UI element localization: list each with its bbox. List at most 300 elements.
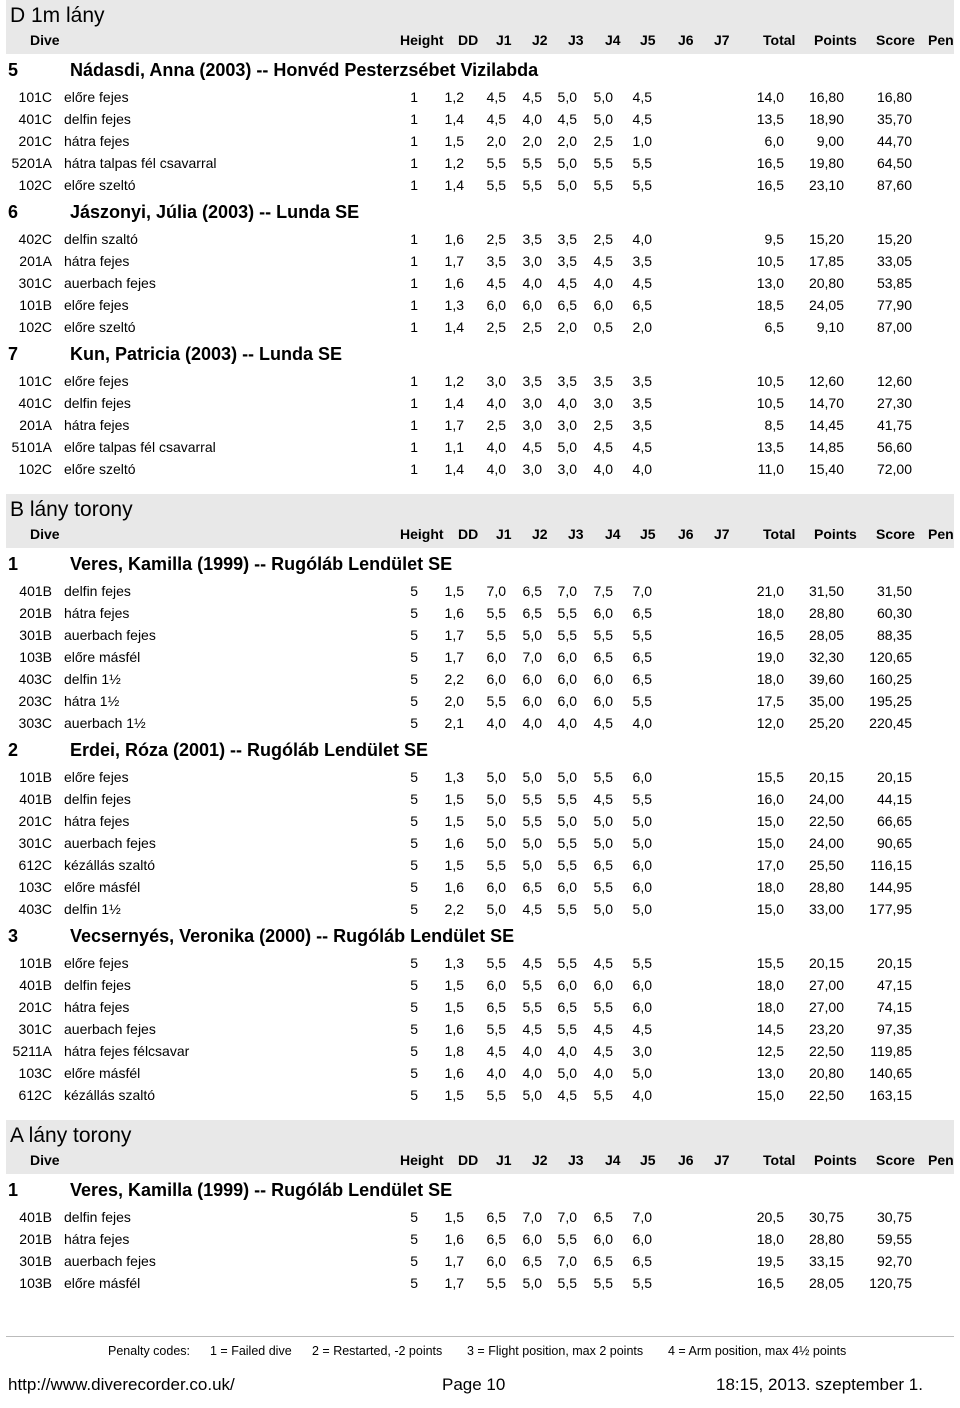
cell-j1: 2,5 [486, 417, 506, 433]
cell-height: 5 [410, 835, 418, 851]
cell-total: 6,5 [764, 319, 784, 335]
dive-row [0, 316, 960, 338]
cell-dive: 5101A [11, 439, 52, 455]
cell-desc: hátra talpas fél csavarral [64, 155, 217, 171]
cell-j2: 5,5 [522, 155, 542, 171]
diver-name: Vecsernyés, Veronika (2000) -- Rugóláb Lendület SE [70, 926, 515, 946]
cell-height: 5 [410, 671, 418, 687]
cell-j4: 5,0 [593, 111, 613, 127]
legend-divider [6, 1336, 954, 1337]
cell-j4: 3,0 [593, 395, 613, 411]
col-header-j5: J5 [640, 526, 656, 542]
cell-total: 19,5 [756, 1253, 784, 1269]
cell-j2: 4,0 [522, 715, 542, 731]
cell-score: 87,00 [876, 319, 912, 335]
cell-desc: előre fejes [64, 955, 129, 971]
cell-points: 28,80 [808, 1231, 844, 1247]
cell-dive: 103C [18, 879, 52, 895]
cell-dive: 401B [19, 791, 52, 807]
section-title: B lány torony [10, 498, 133, 521]
cell-j2: 4,5 [522, 955, 542, 971]
cell-j1: 4,5 [486, 1043, 506, 1059]
cell-j2: 4,0 [522, 111, 542, 127]
cell-j5: 6,0 [632, 857, 652, 873]
cell-j2: 2,0 [522, 133, 542, 149]
section-gap [0, 480, 960, 494]
dive-row [0, 602, 960, 624]
cell-score: 195,25 [869, 693, 912, 709]
cell-desc: delfin fejes [64, 111, 131, 127]
cell-height: 5 [410, 1253, 418, 1269]
cell-j4: 5,0 [593, 89, 613, 105]
cell-j5: 6,0 [632, 769, 652, 785]
cell-dd: 1,5 [444, 1087, 464, 1103]
cell-j3: 5,5 [557, 1275, 577, 1291]
dive-row [0, 370, 960, 392]
cell-j5: 6,0 [632, 1231, 652, 1247]
cell-dive: 201C [18, 999, 52, 1015]
cell-j4: 6,0 [593, 297, 613, 313]
cell-j3: 5,0 [557, 1065, 577, 1081]
cell-height: 1 [410, 253, 418, 269]
cell-j4: 4,0 [593, 461, 613, 477]
cell-height: 5 [410, 769, 418, 785]
cell-j5: 1,0 [632, 133, 652, 149]
cell-points: 25,50 [808, 857, 844, 873]
cell-total: 21,0 [756, 583, 784, 599]
diver-rank: 1 [8, 554, 19, 574]
cell-j2: 5,0 [522, 835, 542, 851]
col-header-j4: J4 [605, 526, 621, 542]
dive-row [0, 1084, 960, 1106]
col-header-points: Points [814, 32, 857, 48]
cell-j2: 5,5 [522, 977, 542, 993]
cell-dive: 201B [19, 1231, 52, 1247]
cell-points: 25,20 [808, 715, 844, 731]
cell-height: 5 [410, 1209, 418, 1225]
cell-dd: 1,2 [444, 373, 464, 389]
cell-score: 27,30 [876, 395, 912, 411]
cell-j2: 3,5 [522, 231, 542, 247]
cell-dd: 1,5 [444, 857, 464, 873]
cell-j5: 4,0 [632, 461, 652, 477]
dive-row [0, 952, 960, 974]
cell-dive: 303C [18, 715, 52, 731]
cell-points: 16,80 [808, 89, 844, 105]
cell-dd: 1,6 [444, 605, 464, 621]
cell-desc: előre másfél [64, 879, 141, 895]
cell-points: 9,10 [816, 319, 844, 335]
cell-desc: előre szeltó [64, 319, 136, 335]
dive-row [0, 810, 960, 832]
cell-dd: 1,7 [444, 253, 464, 269]
col-header-score: Score [876, 1152, 915, 1168]
cell-dd: 1,6 [444, 275, 464, 291]
col-header-j1: J1 [496, 1152, 512, 1168]
cell-score: 12,60 [876, 373, 912, 389]
col-header-dive: Dive [30, 32, 60, 48]
diver-header [0, 734, 960, 766]
cell-dive: 102C [18, 319, 52, 335]
cell-dd: 1,1 [444, 439, 464, 455]
cell-height: 1 [410, 155, 418, 171]
cell-total: 17,0 [756, 857, 784, 873]
dive-row [0, 458, 960, 480]
cell-desc: előre szeltó [64, 461, 136, 477]
cell-points: 30,75 [808, 1209, 844, 1225]
cell-j4: 4,5 [593, 1021, 613, 1037]
cell-j2: 5,0 [522, 627, 542, 643]
cell-height: 5 [410, 977, 418, 993]
diver-header [0, 338, 960, 370]
dive-row [0, 294, 960, 316]
cell-dd: 1,4 [444, 461, 464, 477]
cell-score: 60,30 [876, 605, 912, 621]
cell-height: 1 [410, 417, 418, 433]
cell-j3: 5,5 [557, 627, 577, 643]
cell-j3: 4,0 [557, 1043, 577, 1059]
cell-j1: 3,5 [486, 253, 506, 269]
diver-header [0, 54, 960, 86]
cell-j2: 4,0 [522, 275, 542, 291]
section-0 [0, 0, 960, 480]
cell-j4: 6,0 [593, 1231, 613, 1247]
dive-row [0, 624, 960, 646]
cell-dd: 1,2 [444, 155, 464, 171]
cell-j2: 4,5 [522, 1021, 542, 1037]
cell-total: 18,0 [756, 605, 784, 621]
cell-points: 27,00 [808, 977, 844, 993]
cell-j2: 5,0 [522, 769, 542, 785]
cell-dd: 1,4 [444, 319, 464, 335]
cell-desc: előre talpas fél csavarral [64, 439, 216, 455]
cell-dive: 403C [18, 671, 52, 687]
cell-j5: 5,0 [632, 1065, 652, 1081]
page-footer [0, 1372, 960, 1398]
cell-score: 44,15 [876, 791, 912, 807]
cell-points: 14,85 [808, 439, 844, 455]
cell-j4: 4,5 [593, 1043, 613, 1059]
diver-header [0, 548, 960, 580]
cell-desc: hátra fejes [64, 999, 130, 1015]
col-header-dd: DD [458, 526, 479, 542]
cell-dive: 5211A [12, 1043, 52, 1059]
cell-dive: 301B [19, 1253, 52, 1269]
cell-desc: hátra fejes [64, 605, 130, 621]
col-header-j2: J2 [532, 32, 548, 48]
dive-row [0, 414, 960, 436]
cell-dd: 1,5 [444, 133, 464, 149]
cell-dive: 301C [18, 275, 52, 291]
cell-points: 33,15 [808, 1253, 844, 1269]
cell-j5: 4,0 [632, 715, 652, 731]
cell-dd: 1,5 [444, 999, 464, 1015]
cell-height: 5 [410, 791, 418, 807]
diver-rank: 5 [8, 60, 19, 80]
cell-j5: 6,5 [632, 649, 652, 665]
cell-points: 20,80 [808, 275, 844, 291]
cell-score: 74,15 [876, 999, 912, 1015]
cell-score: 41,75 [876, 417, 912, 433]
cell-score: 144,95 [869, 879, 912, 895]
cell-total: 18,0 [756, 879, 784, 895]
cell-j4: 5,5 [593, 155, 613, 171]
cell-j2: 5,5 [522, 791, 542, 807]
cell-points: 24,00 [808, 791, 844, 807]
section-gap [0, 1294, 960, 1308]
cell-total: 17,5 [756, 693, 784, 709]
col-header-j5: J5 [640, 32, 656, 48]
cell-j3: 6,0 [557, 879, 577, 895]
cell-j1: 6,0 [486, 977, 506, 993]
cell-desc: előre fejes [64, 373, 129, 389]
cell-total: 13,0 [756, 1065, 784, 1081]
cell-j2: 4,5 [522, 439, 542, 455]
cell-dd: 1,6 [444, 1065, 464, 1081]
dive-row [0, 86, 960, 108]
dive-row [0, 130, 960, 152]
cell-dive: 201C [18, 813, 52, 829]
section-title: A lány torony [10, 1124, 132, 1147]
cell-j5: 6,5 [632, 1253, 652, 1269]
cell-j2: 6,5 [522, 1253, 542, 1269]
cell-points: 9,00 [816, 133, 844, 149]
cell-score: 77,90 [876, 297, 912, 313]
cell-j3: 5,0 [557, 177, 577, 193]
cell-dd: 1,5 [444, 1209, 464, 1225]
cell-total: 13,5 [756, 439, 784, 455]
cell-j3: 4,5 [557, 275, 577, 291]
cell-dive: 103C [18, 1065, 52, 1081]
cell-total: 8,5 [764, 417, 784, 433]
cell-total: 19,0 [756, 649, 784, 665]
diver-name: Jászonyi, Júlia (2003) -- Lunda SE [70, 202, 360, 222]
cell-dd: 1,4 [444, 111, 464, 127]
cell-j3: 5,5 [557, 605, 577, 621]
cell-dive: 203C [18, 693, 52, 709]
cell-points: 28,05 [808, 1275, 844, 1291]
cell-dive: 612C [18, 857, 52, 873]
cell-dive: 401B [19, 583, 52, 599]
cell-height: 5 [410, 1043, 418, 1059]
section-1 [0, 494, 960, 1106]
cell-total: 9,5 [764, 231, 784, 247]
dive-row [0, 974, 960, 996]
cell-j4: 4,0 [593, 275, 613, 291]
cell-j2: 4,0 [522, 1043, 542, 1059]
cell-points: 14,70 [808, 395, 844, 411]
cell-points: 23,20 [808, 1021, 844, 1037]
cell-j2: 3,5 [522, 373, 542, 389]
cell-points: 28,05 [808, 627, 844, 643]
legend-item-3: 3 = Flight position, max 2 points [467, 1344, 644, 1358]
cell-j5: 5,0 [632, 813, 652, 829]
cell-j3: 5,5 [557, 901, 577, 917]
cell-height: 1 [410, 439, 418, 455]
col-header-dive: Dive [30, 1152, 60, 1168]
cell-dd: 1,6 [444, 1231, 464, 1247]
cell-height: 5 [410, 649, 418, 665]
cell-total: 16,0 [756, 791, 784, 807]
cell-total: 14,0 [756, 89, 784, 105]
cell-score: 163,15 [869, 1087, 912, 1103]
cell-j3: 5,0 [557, 813, 577, 829]
cell-j1: 5,0 [486, 791, 506, 807]
cell-total: 15,5 [756, 769, 784, 785]
cell-total: 15,0 [756, 835, 784, 851]
cell-j2: 5,5 [522, 813, 542, 829]
cell-j5: 4,0 [632, 1087, 652, 1103]
col-header-j5: J5 [640, 1152, 656, 1168]
cell-j4: 5,0 [593, 901, 613, 917]
cell-j5: 7,0 [632, 583, 652, 599]
cell-dd: 1,4 [444, 177, 464, 193]
cell-j3: 4,0 [557, 395, 577, 411]
cell-j4: 7,5 [593, 583, 613, 599]
col-header-dd: DD [458, 1152, 479, 1168]
cell-j1: 5,5 [486, 1087, 506, 1103]
col-header-total: Total [763, 526, 796, 542]
cell-points: 20,15 [808, 769, 844, 785]
cell-j3: 5,0 [557, 89, 577, 105]
cell-j1: 5,0 [486, 835, 506, 851]
cell-j3: 5,5 [557, 955, 577, 971]
cell-j2: 3,0 [522, 417, 542, 433]
col-header-j4: J4 [605, 1152, 621, 1168]
cell-dive: 612C [18, 1087, 52, 1103]
col-header-j3: J3 [568, 1152, 584, 1168]
cell-total: 20,5 [756, 1209, 784, 1225]
dive-row [0, 392, 960, 414]
cell-j3: 5,0 [557, 155, 577, 171]
cell-j2: 6,0 [522, 693, 542, 709]
cell-j4: 2,5 [593, 133, 613, 149]
col-header-height: Height [400, 1152, 444, 1168]
cell-dive: 102C [18, 177, 52, 193]
cell-j1: 5,5 [486, 155, 506, 171]
cell-dd: 1,6 [444, 835, 464, 851]
col-header-points: Points [814, 1152, 857, 1168]
dive-row [0, 580, 960, 602]
cell-desc: előre másfél [64, 1275, 141, 1291]
cell-dd: 1,5 [444, 977, 464, 993]
cell-j4: 4,5 [593, 253, 613, 269]
dive-row [0, 108, 960, 130]
cell-total: 15,0 [756, 813, 784, 829]
cell-total: 16,5 [756, 177, 784, 193]
cell-desc: előre fejes [64, 89, 129, 105]
cell-desc: delfin fejes [64, 791, 131, 807]
cell-desc: hátra fejes [64, 1231, 130, 1247]
cell-score: 140,65 [869, 1065, 912, 1081]
cell-height: 5 [410, 813, 418, 829]
cell-j1: 4,5 [486, 275, 506, 291]
cell-score: 66,65 [876, 813, 912, 829]
cell-points: 31,50 [808, 583, 844, 599]
cell-j5: 6,5 [632, 605, 652, 621]
cell-j4: 2,5 [593, 231, 613, 247]
legend-item-1: 1 = Failed dive [210, 1344, 292, 1358]
cell-j1: 6,0 [486, 671, 506, 687]
cell-dd: 1,4 [444, 395, 464, 411]
cell-desc: előre fejes [64, 297, 129, 313]
cell-desc: előre szeltó [64, 177, 136, 193]
section-header [6, 494, 954, 548]
cell-total: 13,5 [756, 111, 784, 127]
cell-j4: 4,0 [593, 1065, 613, 1081]
cell-j4: 5,0 [593, 813, 613, 829]
cell-height: 5 [410, 605, 418, 621]
cell-height: 1 [410, 395, 418, 411]
cell-total: 12,5 [756, 1043, 784, 1059]
cell-j2: 5,0 [522, 1275, 542, 1291]
cell-j5: 5,5 [632, 155, 652, 171]
cell-dd: 2,1 [444, 715, 464, 731]
cell-j1: 5,0 [486, 769, 506, 785]
col-header-j3: J3 [568, 526, 584, 542]
dive-row [0, 272, 960, 294]
footer-datetime: 18:15, 2013. szeptember 1. [716, 1375, 923, 1394]
cell-dd: 1,7 [444, 649, 464, 665]
section-header [6, 1120, 954, 1174]
cell-points: 15,20 [808, 231, 844, 247]
cell-desc: delfin fejes [64, 583, 131, 599]
dive-row [0, 1018, 960, 1040]
cell-height: 1 [410, 89, 418, 105]
cell-score: 30,75 [876, 1209, 912, 1225]
col-header-j2: J2 [532, 526, 548, 542]
diver-rank: 7 [8, 344, 19, 364]
cell-total: 10,5 [756, 253, 784, 269]
cell-total: 11,0 [757, 461, 784, 477]
dive-row [0, 1272, 960, 1294]
cell-points: 20,80 [808, 1065, 844, 1081]
cell-desc: előre másfél [64, 1065, 141, 1081]
cell-score: 31,50 [876, 583, 912, 599]
cell-j4: 6,5 [593, 1253, 613, 1269]
cell-height: 5 [410, 583, 418, 599]
cell-dive: 101B [19, 955, 52, 971]
cell-score: 160,25 [869, 671, 912, 687]
cell-j4: 4,5 [593, 791, 613, 807]
cell-desc: auerbach fejes [64, 275, 156, 291]
dive-row [0, 898, 960, 920]
cell-j5: 2,0 [632, 319, 652, 335]
cell-desc: auerbach fejes [64, 627, 156, 643]
cell-total: 18,0 [756, 1231, 784, 1247]
cell-score: 119,85 [870, 1043, 912, 1059]
cell-j2: 3,0 [522, 253, 542, 269]
cell-height: 5 [410, 955, 418, 971]
diver-rank: 1 [8, 1180, 19, 1200]
footer-url-link[interactable]: http://www.diverecorder.co.uk/ [8, 1375, 235, 1394]
cell-dive: 103B [19, 1275, 52, 1291]
col-header-dive: Dive [30, 526, 60, 542]
cell-j3: 5,5 [557, 791, 577, 807]
cell-j1: 6,0 [486, 879, 506, 895]
cell-dive: 301B [19, 627, 52, 643]
cell-points: 22,50 [808, 813, 844, 829]
footer-page-number: Page 10 [442, 1375, 506, 1394]
diver-name: Kun, Patricia (2003) -- Lunda SE [70, 344, 343, 364]
cell-dive: 5201A [11, 155, 52, 171]
col-header-total: Total [763, 32, 796, 48]
dive-row [0, 1040, 960, 1062]
diver-header [0, 196, 960, 228]
cell-height: 5 [410, 627, 418, 643]
cell-j5: 5,5 [632, 177, 652, 193]
cell-dive: 401C [18, 111, 52, 127]
